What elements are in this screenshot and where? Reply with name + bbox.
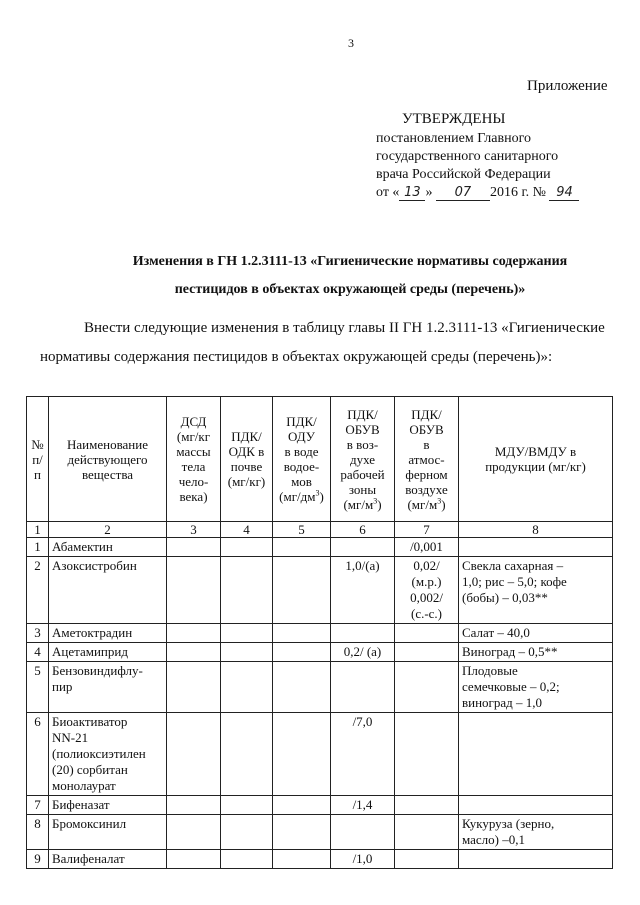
column-number: 4: [221, 522, 273, 538]
cell-number: 1: [27, 538, 49, 557]
intro-line-2: нормативы содержания пестицидов в объектах окружающей среды (перечень)»:: [40, 349, 553, 365]
cell-substance-name: Валифеналат: [49, 850, 167, 869]
column-number: 1: [27, 522, 49, 538]
cell-mrl: [459, 713, 613, 796]
cell-pdk-workzone-air: 1,0/(а): [331, 557, 395, 624]
cell-substance-name: Бромоксинил: [49, 815, 167, 850]
column-number: 3: [167, 522, 221, 538]
table-row: [27, 796, 613, 815]
cell-pdk-soil: [221, 850, 273, 869]
cell-pdk-soil: [221, 557, 273, 624]
approval-date-line: [376, 184, 626, 202]
hdr-lines: ПДК/ ОБУВ в воз- духе рабочей зоны (мг/м: [340, 406, 385, 512]
cell-pdk-water: [273, 796, 331, 815]
date-day-handwritten: 13: [399, 186, 425, 201]
header-number: [27, 397, 49, 522]
hdr-lines: ДСД (мг/кг массы тела чело- века): [176, 414, 211, 504]
cell-dsd: [167, 557, 221, 624]
date-year: 2016 г. №: [489, 185, 546, 200]
cell-pdk-soil: [221, 662, 273, 713]
cell-pdk-atmospheric-air: [395, 662, 459, 713]
cell-dsd: [167, 643, 221, 662]
cell-pdk-atmospheric-air: 0,02/ (м.р.) 0,002/ (с.-с.): [395, 557, 459, 624]
cell-pdk-water: [273, 815, 331, 850]
cell-pdk-workzone-air: 0,2/ (а): [331, 643, 395, 662]
table-row: [27, 643, 613, 662]
table-row: [27, 624, 613, 643]
cell-pdk-workzone-air: [331, 662, 395, 713]
cell-pdk-atmospheric-air: [395, 815, 459, 850]
hdr-lines: № п/ п: [31, 436, 44, 482]
cell-pdk-atmospheric-air: [395, 796, 459, 815]
intro-paragraph: [40, 314, 610, 372]
cell-pdk-soil: [221, 538, 273, 557]
hdr-lines: ПДК/ ОБУВ в атмос- ферном воздухе (мг/м: [405, 406, 448, 512]
cell-number: 6: [27, 713, 49, 796]
table-row: [27, 538, 613, 557]
column-number: 8: [459, 522, 613, 538]
column-number: 2: [49, 522, 167, 538]
cell-mrl: Виноград – 0,5**: [459, 643, 613, 662]
unit-superscript: 3: [437, 496, 442, 506]
cell-substance-name: Абамектин: [49, 538, 167, 557]
cell-pdk-workzone-air: [331, 538, 395, 557]
table-row: [27, 713, 613, 796]
document-title: [80, 248, 620, 304]
header-pdk-workzone-air: [331, 397, 395, 522]
cell-pdk-soil: [221, 713, 273, 796]
cell-dsd: [167, 850, 221, 869]
page-number: 3: [348, 36, 354, 50]
cell-dsd: [167, 713, 221, 796]
header-substance: [49, 397, 167, 522]
decree-number-handwritten: 94: [549, 186, 579, 201]
header-dsd: [167, 397, 221, 522]
cell-pdk-water: [273, 643, 331, 662]
cell-pdk-water: [273, 557, 331, 624]
cell-pdk-water: [273, 662, 331, 713]
cell-dsd: [167, 662, 221, 713]
cell-pdk-workzone-air: /1,4: [331, 796, 395, 815]
cell-pdk-water: [273, 624, 331, 643]
table-row: [27, 662, 613, 713]
hdr-lines: МДУ/ВМДУ в продукции (мг/кг): [485, 444, 586, 474]
approval-line-3: врача Российской Федерации: [376, 167, 551, 182]
cell-mrl: [459, 796, 613, 815]
cell-pdk-soil: [221, 796, 273, 815]
cell-pdk-workzone-air: /7,0: [331, 713, 395, 796]
cell-pdk-soil: [221, 643, 273, 662]
cell-number: 2: [27, 557, 49, 624]
approval-title: УТВЕРЖДЕНЫ: [402, 111, 506, 127]
cell-number: 9: [27, 850, 49, 869]
cell-dsd: [167, 538, 221, 557]
table-row: [27, 815, 613, 850]
cell-mrl: Кукуруза (зерно, масло) –0,1: [459, 815, 613, 850]
cell-pdk-atmospheric-air: [395, 850, 459, 869]
hdr-lines: Наименование действующего вещества: [67, 436, 148, 482]
date-mid: »: [425, 185, 433, 200]
cell-number: 4: [27, 643, 49, 662]
table-row: [27, 850, 613, 869]
cell-substance-name: Бифеназат: [49, 796, 167, 815]
cell-pdk-water: [273, 850, 331, 869]
cell-dsd: [167, 624, 221, 643]
changes-table: [26, 396, 613, 869]
unit-close: ): [441, 496, 446, 512]
cell-substance-name: Бензовиндифлу- пир: [49, 662, 167, 713]
document-title-line-1: Изменения в ГН 1.2.3111-13 «Гигиенические нормативы содержания: [132, 254, 568, 269]
document-title-line-2: пестицидов в объектах окружающей среды (перечень)»: [174, 282, 526, 297]
cell-mrl: Салат – 40,0: [459, 624, 613, 643]
cell-pdk-atmospheric-air: [395, 624, 459, 643]
cell-pdk-workzone-air: /1,0: [331, 850, 395, 869]
column-number: 7: [395, 522, 459, 538]
appendix-label: Приложение: [527, 78, 608, 94]
cell-pdk-soil: [221, 624, 273, 643]
header-pdk-soil: [221, 397, 273, 522]
unit-close: ): [377, 496, 382, 512]
cell-mrl: [459, 538, 613, 557]
cell-substance-name: Азоксистробин: [49, 557, 167, 624]
unit-superscript: 3: [315, 488, 320, 498]
cell-substance-name: Аметоктрадин: [49, 624, 167, 643]
cell-pdk-atmospheric-air: /0,001: [395, 538, 459, 557]
header-pdk-atmospheric-air: [395, 397, 459, 522]
header-mrl: [459, 397, 613, 522]
cell-pdk-soil: [221, 815, 273, 850]
cell-number: 3: [27, 624, 49, 643]
cell-number: 7: [27, 796, 49, 815]
hdr-lines: ПДК/ ОДК в почве (мг/кг): [227, 429, 266, 489]
cell-mrl: Плодовые семечковые – 0,2; виноград – 1,0: [459, 662, 613, 713]
unit-superscript: 3: [373, 496, 378, 506]
header-pdk-water: [273, 397, 331, 522]
cell-pdk-atmospheric-air: [395, 643, 459, 662]
cell-number: 8: [27, 815, 49, 850]
date-prefix: от «: [376, 185, 400, 200]
column-number: 6: [331, 522, 395, 538]
cell-dsd: [167, 815, 221, 850]
column-number: 5: [273, 522, 331, 538]
cell-pdk-water: [273, 538, 331, 557]
intro-line-1: Внести следующие изменения в таблицу главы II ГН 1.2.3111-13 «Гигиенические: [84, 320, 605, 336]
cell-pdk-workzone-air: [331, 624, 395, 643]
approval-block: [376, 110, 626, 202]
cell-substance-name: Биоактиватор NN-21 (полиоксиэтилен (20) сорбитан монолаурат: [49, 713, 167, 796]
table-body: [27, 538, 613, 869]
cell-pdk-workzone-air: [331, 815, 395, 850]
table-row: [27, 557, 613, 624]
cell-dsd: [167, 796, 221, 815]
cell-pdk-atmospheric-air: [395, 713, 459, 796]
cell-mrl: Свекла сахарная – 1,0; рис – 5,0; кофе (бобы) – 0,03**: [459, 557, 613, 624]
unit-close: ): [319, 489, 324, 504]
hdr-lines: ПДК/ ОДУ в воде водое- мов (мг/дм: [279, 414, 320, 504]
cell-substance-name: Ацетамиприд: [49, 643, 167, 662]
cell-pdk-water: [273, 713, 331, 796]
cell-mrl: [459, 850, 613, 869]
date-month-handwritten: 07: [436, 186, 490, 201]
approval-line-2: государственного санитарного: [376, 149, 559, 164]
approval-line-1: постановлением Главного: [376, 131, 531, 146]
cell-number: 5: [27, 662, 49, 713]
